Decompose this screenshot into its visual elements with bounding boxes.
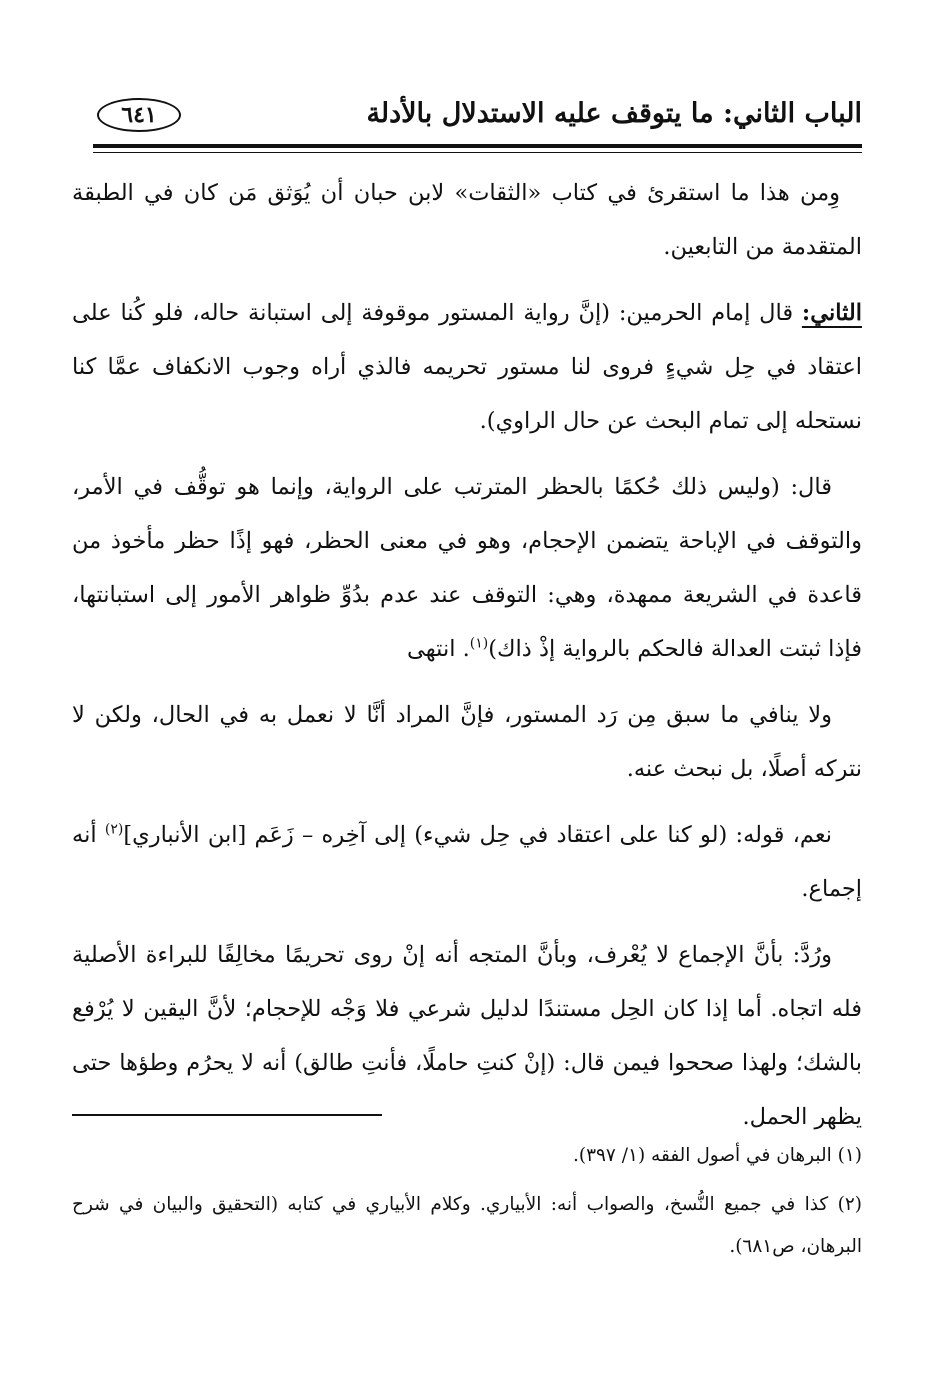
paragraph-5-text-a: نعم، قوله: (لو كنا على اعتقاد في حِل شيء) إلى آخِره – زَعَم [ابن الأنباري] [123,822,832,848]
paragraph-4: ولا ينافي ما سبق مِن رَد المستور، فإنَّ المراد أنَّا لا نعمل به في الحال، ولكن لا نتركه أصلًا، بل نبحث عنه. [72,702,862,782]
paragraph-3-end: . انتهى [407,636,470,662]
paragraph-3-text: قال: (وليس ذلك حُكمًا بالحظر المترتب على الرواية، وإنما هو توقُّف في الأمر، والتوقف في الإباحة يتضمن الإحجام، وهو في معنى الحظر، فهو إذًا حظر مأخوذ من قاعدة في الشريعة ممهدة، وهي: التوقف عند عدم بدُوِّ ظواهر الأمور إلى استبانتها، فإذا ثبتت العدالة فالحكم بالرواية إذْ ذاك) [72,474,862,662]
footnote-ref-1: (١) [469,635,489,652]
page-number: ٦٤١ [97,98,181,132]
header-rule-thick [93,144,862,148]
footnote-separator [72,1114,382,1116]
main-text [72,166,862,1156]
footnotes [72,1134,862,1274]
paragraph-3 [72,460,862,676]
paragraph-2 [72,286,862,448]
header-rule-thin [93,152,862,153]
running-header [95,96,862,140]
chapter-title: الباب الثاني: ما يتوقف عليه الاستدلال بالأدلة [366,98,862,129]
footnote-1: (١) البرهان في أصول الفقه (١/ ٣٩٧). [572,1145,862,1166]
footnote-2: (٢) كذا في جميع النُّسخ، والصواب أنه: الأبياري. وكلام الأبياري في كتابه (التحقيق والبيان في شرح البرهان، ص٦٨١). [72,1194,862,1257]
paragraph-1: وِمن هذا ما استقرئ في كتاب «الثقات» لابن حبان أن يُوَثق مَن كان في الطبقة المتقدمة من التابعين. [72,180,862,260]
section-lead: الثاني: [801,300,862,326]
paragraph-6: ورُدَّ: بأنَّ الإجماع لا يُعْرف، وبأنَّ المتجه أنه إنْ روى تحريمًا مخالِفًا للبراءة الأصلية فله اتجاه. أما إذا كان الحِل مستندًا لدليل شرعي فلا وَجْه للإحجام؛ لأنَّ اليقين لا يُرْفع بالشك؛ ولهذا صححوا فيمن قال: (إنْ كنتِ حاملًا، فأنتِ طالق) أنه لا يحرُم وطؤها حتى يظهر الحمل. [72,942,862,1130]
paragraph-2-text: قال إمام الحرمين: (إنَّ رواية المستور موقوفة إلى استبانة حاله، فلو كُنا على اعتقاد في حِل شيءٍ فروى لنا مستور تحريمه فالذي أراه وجوب الانكفاف عمَّا كنا نستحله إلى تمام البحث عن حال الراوي). [72,300,862,434]
footnote-ref-2: (٢) [104,821,124,838]
paragraph-5 [72,808,862,916]
paragraph-5-text-b: أنه إجماع. [72,822,862,902]
